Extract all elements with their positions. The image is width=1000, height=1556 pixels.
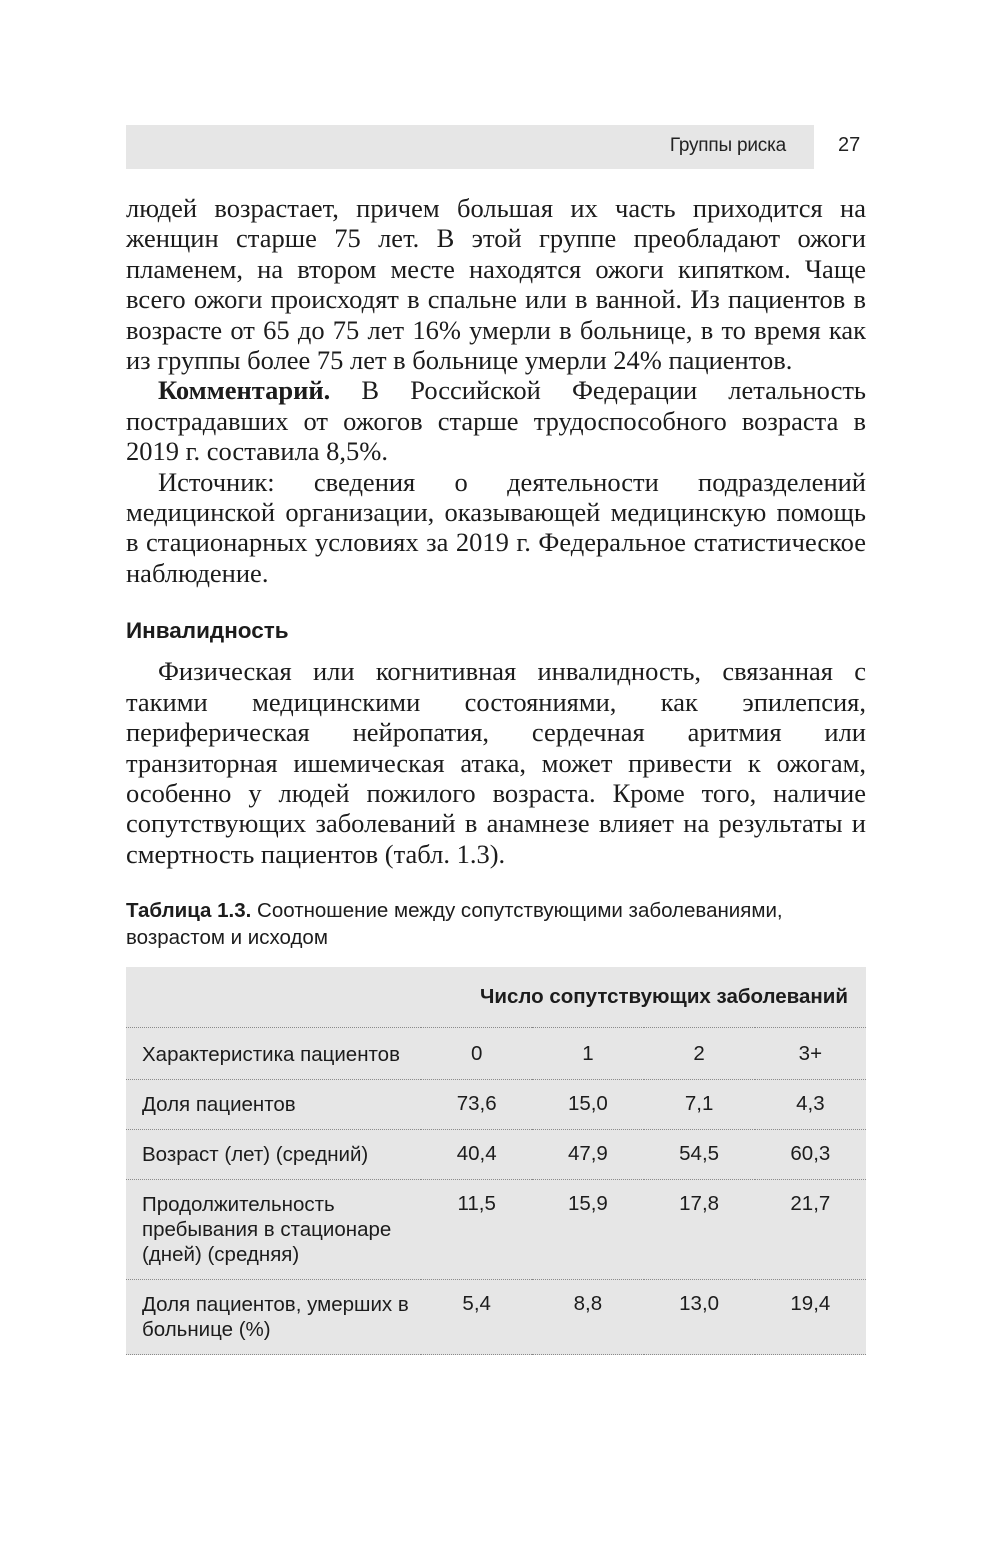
table-cell: 17,8 [644,1180,755,1280]
table-row [126,1180,866,1280]
table-row-header-label: Характеристика пациентов [126,1028,421,1080]
table-cell: 5,4 [421,1280,532,1355]
paragraph-disability: Физическая или когнитивная инвалидность, связанная с такими медицинскими состояниями, как эпилепсия, периферическая нейропатия, сердечная аритмия или транзиторная ишемическая атака, может привести к ожогам, особенно у людей пожилого возраста. Кроме того, наличие сопутствующих заболеваний в анамнезе влияет на результаты и смертность пациентов (табл. 1.3). [126,656,866,869]
table-row-label: Продолжительность пребывания в стационаре (дней) (средняя) [126,1180,421,1280]
table-cell: 15,0 [532,1080,643,1130]
comment-text: В Российской Федерации летальность пострадавших от ожогов старше трудоспособного возраста в 2019 г. составила 8,5%. [126,375,866,467]
table-cell: 60,3 [755,1130,866,1180]
paragraph-source: Источник: сведения о деятельности подразделений медицинской организации, оказывающей медицинскую помощь в стационарных условиях за 2019 г. Федеральное статистическое наблюдение. [126,466,866,588]
table-column-header: 3+ [755,1028,866,1080]
table-column-header: 2 [644,1028,755,1080]
table-cell: 73,6 [421,1080,532,1130]
table-cell: 8,8 [532,1280,643,1355]
paragraph-comment [126,375,866,466]
table-row [126,1130,866,1180]
table-row [126,1280,866,1355]
comment-lead: Комментарий. [158,375,331,406]
table-cell: 40,4 [421,1130,532,1180]
table-row [126,1080,866,1130]
paragraph-continuation: людей возрастает, причем большая их часть приходится на женщин старше 75 лет. В этой группе преобладают ожоги пламенем, на втором месте находятся ожоги кипятком. Чаще всего ожоги происходят в спальне или в ванной. Из пациентов в возрасте от 65 до 75 лет 16% умерли в больнице, в то время как из группы более 75 лет в больнице умерли 24% пациентов. [126,193,866,376]
running-header-title: Группы риска [669,135,786,156]
table-column-header: 1 [532,1028,643,1080]
comorbidity-table [126,967,866,1355]
table-cell: 47,9 [532,1130,643,1180]
table-group-header: Число сопутствующих заболеваний [421,967,866,1028]
table-caption [126,897,866,951]
table-caption-label: Таблица 1.3. [126,899,252,923]
table-row-label: Доля пациентов [126,1080,421,1130]
table-column-header-row [126,1028,866,1080]
table-cell: 13,0 [644,1280,755,1355]
table-cell: 7,1 [644,1080,755,1130]
table-row-label: Возраст (лет) (средний) [126,1130,421,1180]
body-text [126,193,866,1355]
table-row-label: Доля пациентов, умерших в больнице (%) [126,1280,421,1355]
table-caption-text: Соотношение между сопутствующими заболеваниями, возрастом и исходом [126,899,783,950]
section-heading: Инвалидность [126,618,289,644]
table-cell: 54,5 [644,1130,755,1180]
table-cell: 11,5 [421,1180,532,1280]
table-empty-corner [126,967,421,1028]
table-cell: 15,9 [532,1180,643,1280]
table-cell: 21,7 [755,1180,866,1280]
page-number: 27 [838,134,861,156]
table-cell: 4,3 [755,1080,866,1130]
table-column-header: 0 [421,1028,532,1080]
running-header-bar [126,125,814,169]
table-group-header-row [126,967,866,1028]
table-cell: 19,4 [755,1280,866,1355]
